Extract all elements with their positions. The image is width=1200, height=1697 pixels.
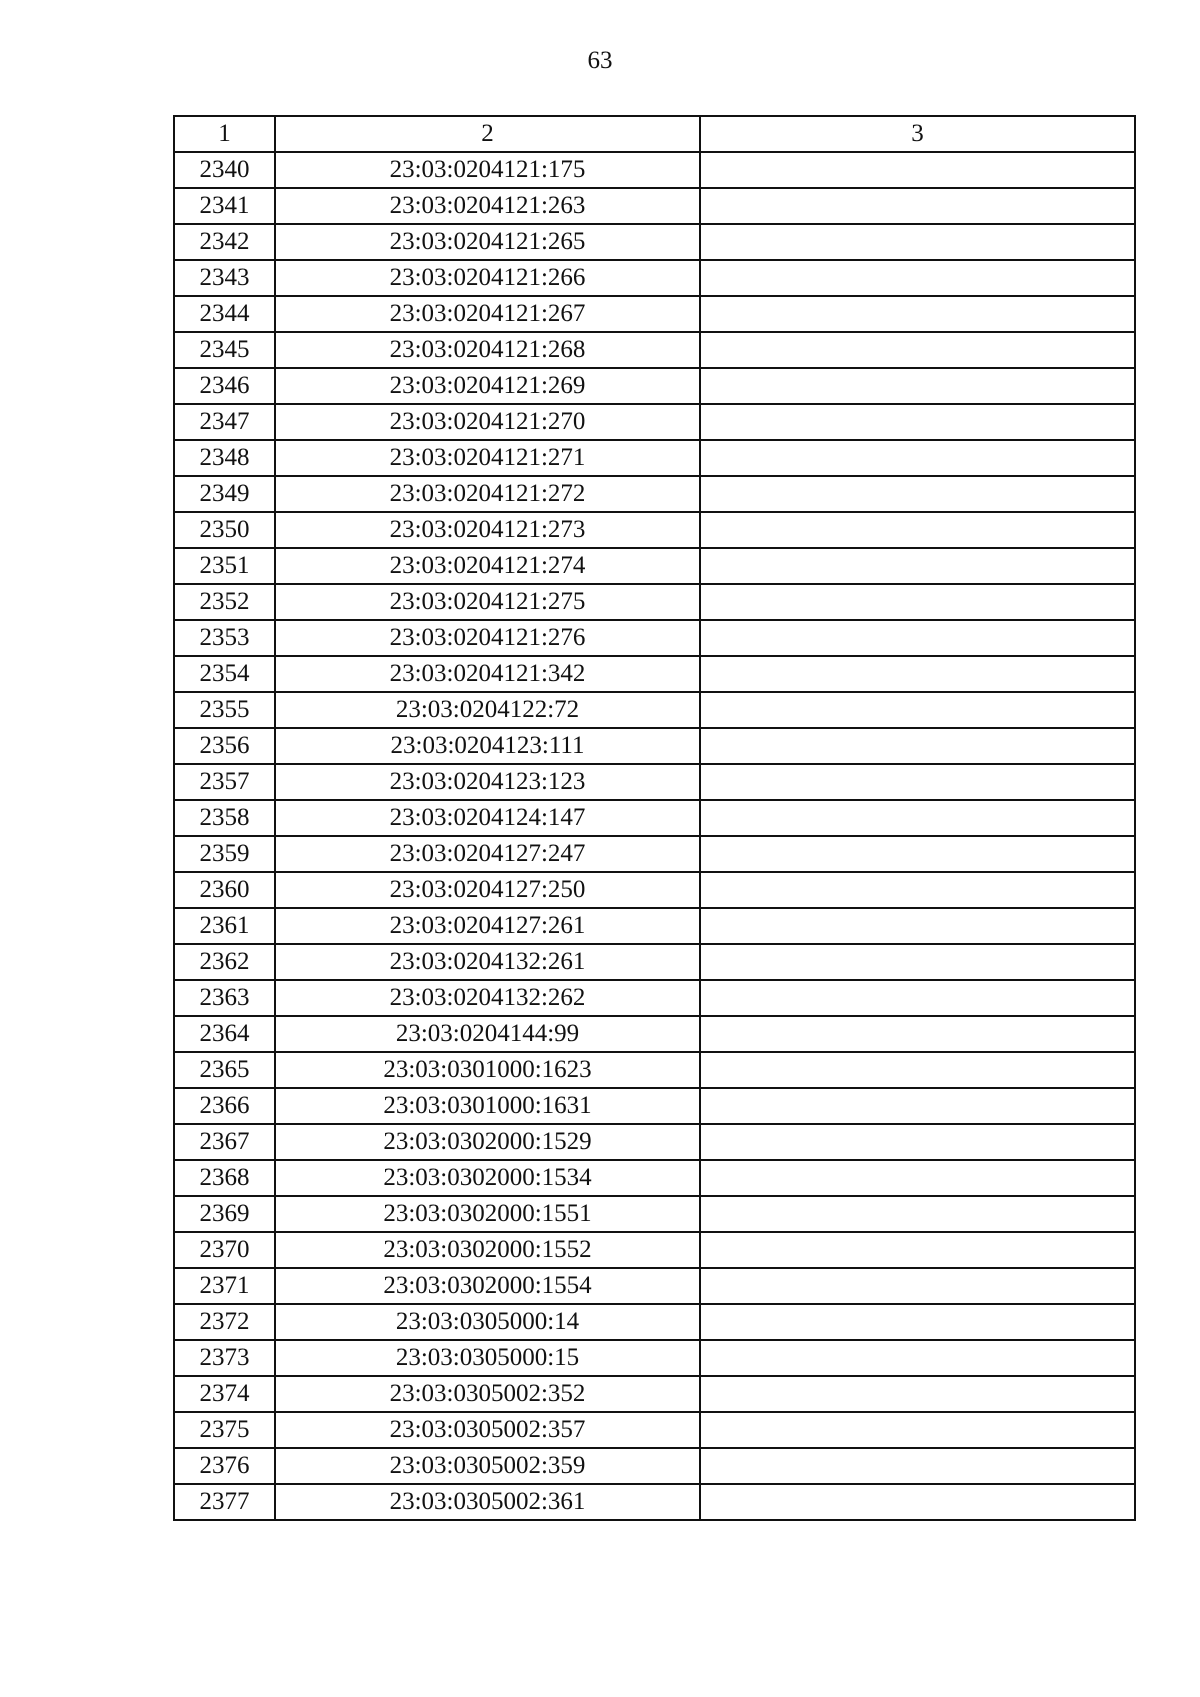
table-row [174,1016,1135,1052]
notes-cell [700,368,1135,404]
table-row [174,188,1135,224]
table-row [174,980,1135,1016]
row-number-cell: 2356 [174,728,275,764]
cadastral-number-cell: 23:03:0302000:1534 [275,1160,700,1196]
table-row [174,908,1135,944]
cadastral-number-cell: 23:03:0204121:270 [275,404,700,440]
notes-cell [700,908,1135,944]
row-number-cell: 2347 [174,404,275,440]
table-row [174,404,1135,440]
table-row [174,332,1135,368]
row-number-cell: 2351 [174,548,275,584]
notes-cell [700,260,1135,296]
notes-cell [700,332,1135,368]
row-number-cell: 2371 [174,1268,275,1304]
cadastral-number-cell: 23:03:0305002:357 [275,1412,700,1448]
table-row [174,800,1135,836]
row-number-cell: 2374 [174,1376,275,1412]
notes-cell [700,872,1135,908]
cadastral-number-cell: 23:03:0204124:147 [275,800,700,836]
row-number-cell: 2370 [174,1232,275,1268]
table-row [174,1160,1135,1196]
row-number-cell: 2366 [174,1088,275,1124]
cadastral-number-cell: 23:03:0302000:1529 [275,1124,700,1160]
table-row [174,656,1135,692]
row-number-cell: 2369 [174,1196,275,1232]
row-number-cell: 2341 [174,188,275,224]
cadastral-number-cell: 23:03:0305000:14 [275,1304,700,1340]
cadastral-number-cell: 23:03:0204132:261 [275,944,700,980]
table-row [174,1196,1135,1232]
cadastral-table [173,115,1136,1521]
notes-cell [700,1088,1135,1124]
table-row [174,548,1135,584]
table-row [174,1304,1135,1340]
notes-cell [700,1232,1135,1268]
notes-cell [700,728,1135,764]
row-number-cell: 2350 [174,512,275,548]
table-row [174,512,1135,548]
cadastral-number-cell: 23:03:0204121:271 [275,440,700,476]
column-header-3: 3 [700,116,1135,152]
table-row [174,1052,1135,1088]
table-row [174,872,1135,908]
table-row [174,1340,1135,1376]
row-number-cell: 2342 [174,224,275,260]
table-row [174,728,1135,764]
notes-cell [700,1340,1135,1376]
notes-cell [700,836,1135,872]
cadastral-number-cell: 23:03:0204121:276 [275,620,700,656]
table-header-row [174,116,1135,152]
cadastral-number-cell: 23:03:0302000:1552 [275,1232,700,1268]
notes-cell [700,188,1135,224]
table-row [174,944,1135,980]
cadastral-number-cell: 23:03:0204144:99 [275,1016,700,1052]
table-row [174,836,1135,872]
row-number-cell: 2358 [174,800,275,836]
notes-cell [700,800,1135,836]
cadastral-number-cell: 23:03:0204127:250 [275,872,700,908]
cadastral-number-cell: 23:03:0204121:265 [275,224,700,260]
notes-cell [700,548,1135,584]
row-number-cell: 2352 [174,584,275,620]
cadastral-number-cell: 23:03:0204121:266 [275,260,700,296]
row-number-cell: 2377 [174,1484,275,1520]
table-row [174,692,1135,728]
notes-cell [700,1376,1135,1412]
cadastral-number-cell: 23:03:0204121:267 [275,296,700,332]
table-row [174,584,1135,620]
notes-cell [700,620,1135,656]
row-number-cell: 2364 [174,1016,275,1052]
notes-cell [700,1484,1135,1520]
notes-cell [700,152,1135,188]
row-number-cell: 2367 [174,1124,275,1160]
notes-cell [700,440,1135,476]
notes-cell [700,1052,1135,1088]
table-row [174,1484,1135,1520]
cadastral-number-cell: 23:03:0204121:275 [275,584,700,620]
cadastral-number-cell: 23:03:0204121:272 [275,476,700,512]
cadastral-number-cell: 23:03:0305000:15 [275,1340,700,1376]
notes-cell [700,1268,1135,1304]
notes-cell [700,1304,1135,1340]
row-number-cell: 2355 [174,692,275,728]
table-row [174,1448,1135,1484]
notes-cell [700,1016,1135,1052]
table-row [174,1088,1135,1124]
notes-cell [700,1412,1135,1448]
row-number-cell: 2357 [174,764,275,800]
table-row [174,620,1135,656]
column-header-2: 2 [275,116,700,152]
notes-cell [700,1160,1135,1196]
row-number-cell: 2368 [174,1160,275,1196]
cadastral-number-cell: 23:03:0204123:123 [275,764,700,800]
cadastral-number-cell: 23:03:0302000:1551 [275,1196,700,1232]
table-row [174,1376,1135,1412]
cadastral-number-cell: 23:03:0204123:111 [275,728,700,764]
table-row [174,476,1135,512]
table-row [174,224,1135,260]
table-row [174,152,1135,188]
notes-cell [700,224,1135,260]
cadastral-number-cell: 23:03:0305002:359 [275,1448,700,1484]
column-header-1: 1 [174,116,275,152]
notes-cell [700,512,1135,548]
table-row [174,1232,1135,1268]
cadastral-number-cell: 23:03:0301000:1631 [275,1088,700,1124]
cadastral-number-cell: 23:03:0204121:273 [275,512,700,548]
notes-cell [700,296,1135,332]
cadastral-number-cell: 23:03:0305002:352 [275,1376,700,1412]
row-number-cell: 2340 [174,152,275,188]
row-number-cell: 2345 [174,332,275,368]
notes-cell [700,764,1135,800]
row-number-cell: 2376 [174,1448,275,1484]
notes-cell [700,1124,1135,1160]
notes-cell [700,656,1135,692]
table-row [174,764,1135,800]
cadastral-number-cell: 23:03:0204121:268 [275,332,700,368]
cadastral-number-cell: 23:03:0204132:262 [275,980,700,1016]
cadastral-number-cell: 23:03:0204121:263 [275,188,700,224]
notes-cell [700,980,1135,1016]
cadastral-number-cell: 23:03:0204121:175 [275,152,700,188]
cadastral-number-cell: 23:03:0204121:269 [275,368,700,404]
notes-cell [700,1196,1135,1232]
row-number-cell: 2353 [174,620,275,656]
table-body [174,116,1135,1520]
row-number-cell: 2363 [174,980,275,1016]
row-number-cell: 2354 [174,656,275,692]
cadastral-number-cell: 23:03:0302000:1554 [275,1268,700,1304]
table-row [174,1268,1135,1304]
row-number-cell: 2372 [174,1304,275,1340]
cadastral-number-cell: 23:03:0305002:361 [275,1484,700,1520]
notes-cell [700,1448,1135,1484]
table-row [174,1412,1135,1448]
table-row [174,368,1135,404]
table-row [174,1124,1135,1160]
page-number: 63 [587,47,613,74]
table-row [174,260,1135,296]
cadastral-number-cell: 23:03:0204127:247 [275,836,700,872]
cadastral-number-cell: 23:03:0204121:274 [275,548,700,584]
row-number-cell: 2349 [174,476,275,512]
notes-cell [700,944,1135,980]
row-number-cell: 2359 [174,836,275,872]
cadastral-number-cell: 23:03:0204127:261 [275,908,700,944]
table-row [174,296,1135,332]
cadastral-number-cell: 23:03:0204121:342 [275,656,700,692]
row-number-cell: 2348 [174,440,275,476]
row-number-cell: 2375 [174,1412,275,1448]
row-number-cell: 2360 [174,872,275,908]
row-number-cell: 2362 [174,944,275,980]
cadastral-number-cell: 23:03:0301000:1623 [275,1052,700,1088]
row-number-cell: 2343 [174,260,275,296]
row-number-cell: 2344 [174,296,275,332]
row-number-cell: 2346 [174,368,275,404]
row-number-cell: 2365 [174,1052,275,1088]
table-row [174,440,1135,476]
notes-cell [700,476,1135,512]
notes-cell [700,584,1135,620]
row-number-cell: 2361 [174,908,275,944]
notes-cell [700,404,1135,440]
row-number-cell: 2373 [174,1340,275,1376]
cadastral-number-cell: 23:03:0204122:72 [275,692,700,728]
notes-cell [700,692,1135,728]
